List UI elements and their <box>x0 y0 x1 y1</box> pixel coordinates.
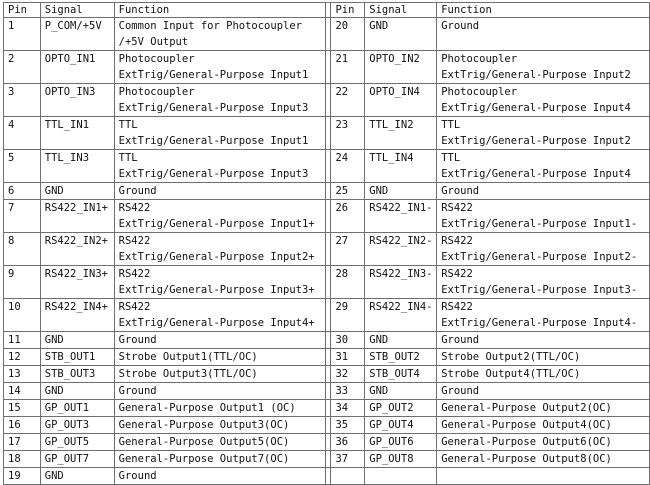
function-cell <box>437 383 650 400</box>
function-line-1: General-Purpose Output1 (OC) <box>118 402 296 414</box>
function-line-1: General-Purpose Output2(OC) <box>441 402 612 414</box>
signal-cell: GP_OUT2 <box>365 400 437 417</box>
function-line-1: RS422 <box>441 301 473 313</box>
function-line-1: Photocoupler <box>118 53 195 65</box>
function-line-2: ExtTrig/General-Purpose Input3 <box>118 102 309 114</box>
header-signal: Signal <box>40 3 114 18</box>
function-line-1: Photocoupler <box>441 86 518 98</box>
header-function: Function <box>114 3 326 18</box>
function-cell <box>437 366 650 383</box>
function-cell <box>437 349 650 366</box>
header-signal: Signal <box>365 3 437 18</box>
function-cell <box>114 200 326 233</box>
function-line-1: TTL <box>118 119 138 131</box>
header-function: Function <box>437 3 650 18</box>
pin-cell: 33 <box>331 383 365 400</box>
table-row <box>4 299 650 332</box>
pin-cell: 5 <box>4 150 41 183</box>
function-line-2: ExtTrig/General-Purpose Input2 <box>441 69 631 81</box>
signal-cell: RS422_IN2+ <box>40 233 114 266</box>
pin-cell: 14 <box>4 383 41 400</box>
function-cell <box>114 51 326 84</box>
pin-cell: 35 <box>331 417 365 434</box>
function-cell <box>114 468 326 485</box>
table-row <box>4 468 650 485</box>
function-cell <box>437 18 650 51</box>
function-line-1: General-Purpose Output5(OC) <box>118 436 290 448</box>
pin-cell: 34 <box>331 400 365 417</box>
function-line-1: Ground <box>441 385 480 397</box>
signal-cell: GND <box>365 332 437 349</box>
function-line-2: ExtTrig/General-Purpose Input4 <box>441 168 631 180</box>
pin-cell: 12 <box>4 349 41 366</box>
function-line-1: General-Purpose Output3(OC) <box>118 419 290 431</box>
pin-assignment-table-container <box>3 2 650 485</box>
function-line-2: ExtTrig/General-Purpose Input1 <box>118 69 309 81</box>
pin-cell: 1 <box>4 18 41 51</box>
signal-cell: RS422_IN2- <box>365 233 437 266</box>
signal-cell: GND <box>365 383 437 400</box>
table-row <box>4 18 650 51</box>
function-line-1: General-Purpose Output8(OC) <box>441 453 612 465</box>
table-row <box>4 332 650 349</box>
signal-cell: GND <box>40 468 114 485</box>
function-cell <box>114 183 326 200</box>
function-line-1: Photocoupler <box>441 53 518 65</box>
pin-assignment-table <box>3 2 650 485</box>
function-line-1: Strobe Output4(TTL/OC) <box>441 368 581 380</box>
pin-cell: 22 <box>331 84 365 117</box>
function-line-1: General-Purpose Output7(OC) <box>118 453 290 465</box>
pin-cell: 32 <box>331 366 365 383</box>
function-line-2: ExtTrig/General-Purpose Input3 <box>118 168 309 180</box>
function-cell <box>437 200 650 233</box>
pin-cell: 25 <box>331 183 365 200</box>
function-line-1: Ground <box>441 20 480 32</box>
pin-cell: 20 <box>331 18 365 51</box>
signal-cell: RS422_IN3+ <box>40 266 114 299</box>
function-cell <box>437 468 650 485</box>
table-row <box>4 150 650 183</box>
function-line-2: ExtTrig/General-Purpose Input1 <box>118 135 309 147</box>
signal-cell: STB_OUT3 <box>40 366 114 383</box>
function-cell <box>114 266 326 299</box>
table-row <box>4 266 650 299</box>
function-cell <box>437 434 650 451</box>
pin-cell: 15 <box>4 400 41 417</box>
table-row <box>4 383 650 400</box>
pin-cell: 11 <box>4 332 41 349</box>
function-line-1: Common Input for Photocoupler <box>118 20 302 32</box>
function-line-1: TTL <box>441 152 461 164</box>
function-line-1: Ground <box>118 470 157 482</box>
function-cell <box>114 233 326 266</box>
signal-cell: OPTO_IN4 <box>365 84 437 117</box>
signal-cell: GND <box>40 383 114 400</box>
pin-cell: 30 <box>331 332 365 349</box>
table-row <box>4 451 650 468</box>
pin-cell: 18 <box>4 451 41 468</box>
signal-cell: GP_OUT7 <box>40 451 114 468</box>
pin-cell: 16 <box>4 417 41 434</box>
table-row <box>4 183 650 200</box>
table-row <box>4 84 650 117</box>
function-cell <box>114 18 326 51</box>
table-row <box>4 417 650 434</box>
pin-cell: 21 <box>331 51 365 84</box>
function-cell <box>437 332 650 349</box>
function-line-1: Ground <box>441 334 480 346</box>
function-cell <box>114 349 326 366</box>
pin-cell: 26 <box>331 200 365 233</box>
signal-cell: OPTO_IN1 <box>40 51 114 84</box>
function-line-2: ExtTrig/General-Purpose Input4- <box>441 317 638 329</box>
function-line-1: TTL <box>118 152 138 164</box>
function-line-1: Photocoupler <box>118 86 195 98</box>
signal-cell: OPTO_IN2 <box>365 51 437 84</box>
function-line-2: ExtTrig/General-Purpose Input3+ <box>118 284 315 296</box>
header-pin: Pin <box>331 3 365 18</box>
pin-cell: 10 <box>4 299 41 332</box>
signal-cell: GP_OUT4 <box>365 417 437 434</box>
header-pin: Pin <box>4 3 41 18</box>
function-cell <box>114 84 326 117</box>
pin-cell: 29 <box>331 299 365 332</box>
pin-cell: 13 <box>4 366 41 383</box>
signal-cell: RS422_IN4+ <box>40 299 114 332</box>
pin-cell: 31 <box>331 349 365 366</box>
function-line-1: Ground <box>118 334 157 346</box>
pin-cell: 4 <box>4 117 41 150</box>
function-line-1: RS422 <box>118 202 151 214</box>
function-line-2: ExtTrig/General-Purpose Input2- <box>441 251 638 263</box>
function-cell <box>114 383 326 400</box>
function-cell <box>114 299 326 332</box>
function-line-2: ExtTrig/General-Purpose Input2 <box>441 135 631 147</box>
signal-cell: GP_OUT8 <box>365 451 437 468</box>
signal-cell: RS422_IN1+ <box>40 200 114 233</box>
signal-cell: TTL_IN4 <box>365 150 437 183</box>
signal-cell: TTL_IN3 <box>40 150 114 183</box>
function-cell <box>114 332 326 349</box>
function-cell <box>437 417 650 434</box>
function-cell <box>114 117 326 150</box>
pin-cell: 24 <box>331 150 365 183</box>
header-row <box>4 3 650 18</box>
signal-cell: GND <box>40 183 114 200</box>
function-cell <box>437 451 650 468</box>
pin-cell: 7 <box>4 200 41 233</box>
pin-cell: 6 <box>4 183 41 200</box>
function-cell <box>437 117 650 150</box>
function-cell <box>437 266 650 299</box>
signal-cell: RS422_IN3- <box>365 266 437 299</box>
signal-cell: GP_OUT5 <box>40 434 114 451</box>
function-cell <box>114 451 326 468</box>
pin-cell: 17 <box>4 434 41 451</box>
pin-cell: 8 <box>4 233 41 266</box>
signal-cell: STB_OUT2 <box>365 349 437 366</box>
function-line-1: General-Purpose Output4(OC) <box>441 419 612 431</box>
pin-cell: 28 <box>331 266 365 299</box>
function-line-1: Ground <box>441 185 480 197</box>
function-cell <box>114 150 326 183</box>
pin-cell: 37 <box>331 451 365 468</box>
function-line-2: ExtTrig/General-Purpose Input1- <box>441 218 638 230</box>
function-cell <box>437 400 650 417</box>
function-line-1: Strobe Output3(TTL/OC) <box>118 368 258 380</box>
pin-cell: 36 <box>331 434 365 451</box>
signal-cell: GP_OUT3 <box>40 417 114 434</box>
signal-cell: STB_OUT1 <box>40 349 114 366</box>
function-cell <box>437 150 650 183</box>
function-cell <box>114 417 326 434</box>
function-line-1: General-Purpose Output6(OC) <box>441 436 612 448</box>
function-cell <box>437 183 650 200</box>
signal-cell: GND <box>40 332 114 349</box>
function-cell <box>437 233 650 266</box>
table-row <box>4 51 650 84</box>
function-cell <box>114 400 326 417</box>
function-line-1: RS422 <box>118 268 151 280</box>
function-line-1: Ground <box>118 185 157 197</box>
function-line-2: ExtTrig/General-Purpose Input1+ <box>118 218 315 230</box>
signal-cell: RS422_IN4- <box>365 299 437 332</box>
table-row <box>4 233 650 266</box>
signal-cell: GND <box>365 18 437 51</box>
function-line-2: ExtTrig/General-Purpose Input4 <box>441 102 631 114</box>
table-row <box>4 366 650 383</box>
signal-cell: GND <box>365 183 437 200</box>
table-row <box>4 349 650 366</box>
function-line-1: RS422 <box>441 268 473 280</box>
pin-cell <box>331 468 365 485</box>
function-line-1: RS422 <box>441 202 473 214</box>
signal-cell: STB_OUT4 <box>365 366 437 383</box>
function-line-1: Strobe Output1(TTL/OC) <box>118 351 258 363</box>
pin-cell: 23 <box>331 117 365 150</box>
function-line-2: ExtTrig/General-Purpose Input3- <box>441 284 638 296</box>
table-row <box>4 200 650 233</box>
function-line-1: RS422 <box>441 235 473 247</box>
table-row <box>4 400 650 417</box>
function-line-1: Ground <box>118 385 157 397</box>
function-line-1: TTL <box>441 119 461 131</box>
pin-cell: 27 <box>331 233 365 266</box>
signal-cell: P_COM/+5V <box>40 18 114 51</box>
signal-cell: TTL_IN2 <box>365 117 437 150</box>
pin-cell: 3 <box>4 84 41 117</box>
pin-cell: 2 <box>4 51 41 84</box>
pin-cell: 9 <box>4 266 41 299</box>
function-line-2: ExtTrig/General-Purpose Input4+ <box>118 317 315 329</box>
function-line-2: /+5V Output <box>118 36 189 48</box>
function-cell <box>114 366 326 383</box>
function-cell <box>437 51 650 84</box>
signal-cell <box>365 468 437 485</box>
signal-cell: OPTO_IN3 <box>40 84 114 117</box>
function-line-1: RS422 <box>118 301 151 313</box>
table-row <box>4 434 650 451</box>
function-cell <box>114 434 326 451</box>
signal-cell: RS422_IN1- <box>365 200 437 233</box>
signal-cell: GP_OUT6 <box>365 434 437 451</box>
function-line-2: ExtTrig/General-Purpose Input2+ <box>118 251 315 263</box>
function-cell <box>437 299 650 332</box>
table-row <box>4 117 650 150</box>
function-line-1: RS422 <box>118 235 151 247</box>
signal-cell: TTL_IN1 <box>40 117 114 150</box>
function-cell <box>437 84 650 117</box>
signal-cell: GP_OUT1 <box>40 400 114 417</box>
function-line-1: Strobe Output2(TTL/OC) <box>441 351 581 363</box>
pin-cell: 19 <box>4 468 41 485</box>
